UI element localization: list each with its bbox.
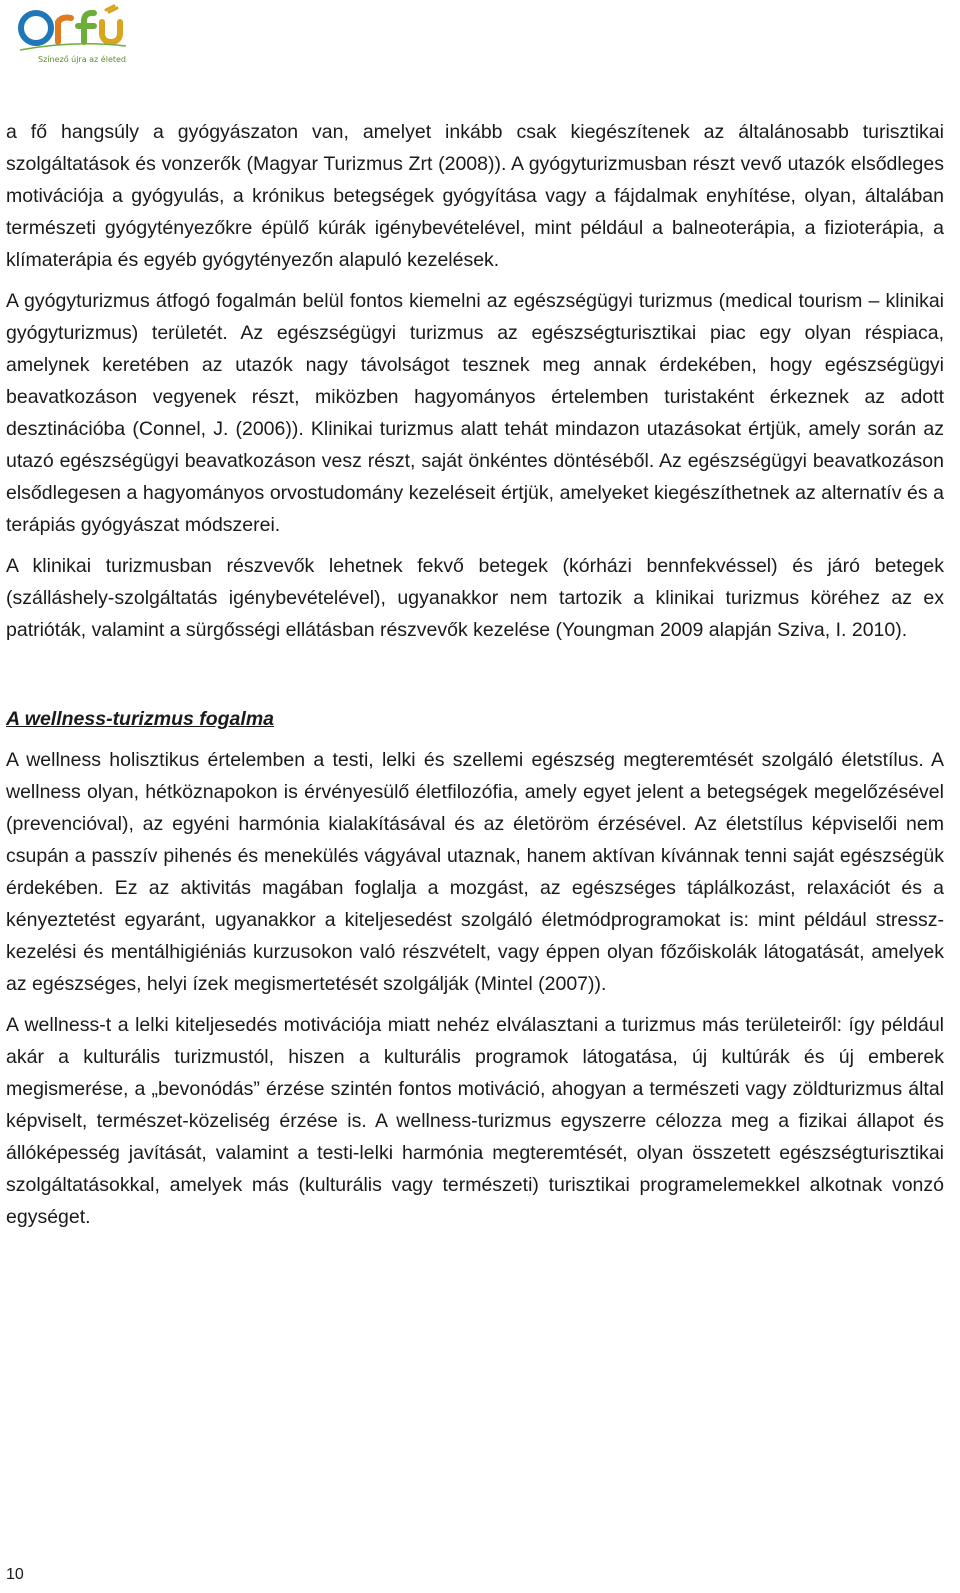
paragraph-5: A wellness-t a lelki kiteljesedés motivációja miatt nehéz elválasztani a turizmus más területeiről: így például akár a kulturális turizmustól, hiszen a kulturális programok látogatása, új kultúrák és új emberek megismerése, a „bevonódás” érzése szintén fontos motiváció, ahogyan a természeti vagy zöldturizmus által képviselt, természet-közeliség érzése is. A wellness-turizmus egyszerre célozza meg a fizikai állapot és állóképesség javítását, valamint a testi-lelki harmónia megteremtését, olyan összetett egészségturisztikai szolgáltatásokkal, amelyek más (kulturális vagy természeti) turisztikai programelemekkel alkotnak vonzó egységet. — [6, 1014, 944, 1228]
paragraph-1: a fő hangsúly a gyógyászaton van, amelyet inkább csak kiegészítenek az általánosabb turisztikai szolgáltatások és vonzerők (Magyar Turizmus Zrt (2008)). A gyógyturizmusban részt vevő utazók elsődleges motivációja a gyógyulás, a krónikus betegségek gyógyítása vagy a fájdalmak enyhítése, olyan, általában természeti gyógytényezőkre épülő kúrák igénybevételével, mint például a balneoterápia, a fizioterápia, a klímaterápia és egyéb gyógytényezőn alapuló kezelések. — [6, 121, 944, 271]
page-number: 10 — [6, 1566, 24, 1583]
paragraph-4: A wellness holisztikus értelemben a testi, lelki és szellemi egészség megteremtését szolgáló életstílus. A wellness olyan, hétköznapokon is érvényesülő életfilozófia, amely egyet jelent a betegségek megelőzésével (prevencióval), az egyéni harmónia kialakításával és az életöröm érzésével. Az életstílus képviselői nem csupán a passzív pihenés és menekülés vágyával utaznak, hanem aktívan kívánnak tenni saját egészségük érdekében. Ez az aktivitás magában foglalja a mozgást, az egészséges táplálkozást, relaxációt és a kényeztetést egyaránt, ugyanakkor a kiteljesedést szolgáló életmódprogramokat is: mint például stressz-kezelési és mentálhigiéniás kurzusokon való részvételt, vagy éppen olyan főzőiskolák látogatását, amelyek az egészséges, helyi ízek megismertetését szolgálják (Mintel (2007)). — [6, 749, 944, 995]
orfu-logo-graphic — [14, 4, 134, 66]
document-body — [6, 116, 944, 1242]
paragraph-2: A gyógyturizmus átfogó fogalmán belül fontos kiemelni az egészségügyi turizmus (medical tourism – klinikai gyógyturizmus) területét. Az egészségügyi turizmus az egészségturisztikai piac egy olyan réspiaca, amelynek keretében az utazók nagy távolságot tesznek meg annak érdekében, hogy egészségügyi beavatkozáson vegyenek részt, miközben hagyományos értelemben turistaként érkeznek az adott desztinációba (Connel, J. (2006)). Klinikai turizmus alatt tehát mindazon utazásokat értjük, amely során az utazó egészségügyi beavatkozáson vesz részt, saját önkéntes döntéséből. Az egészségügyi beavatkozáson elsődlegesen a hagyományos orvostudomány kezeléseit értjük, amelyeket kiegészíthetnek az alternatív és a terápiás gyógyászat módszerei. — [6, 290, 944, 536]
orfu-logo — [14, 4, 134, 66]
paragraph-3: A klinikai turizmusban részvevők lehetnek fekvő betegek (kórházi bennfekvéssel) és járó betegek (szálláshely-szolgáltatás igénybevételével), ugyanakkor nem tartozik a klinikai turizmus köréhez az ex patrióták, valamint a sürgősségi ellátásban részvevők kezelése (Youngman 2009 alapján Sziva, I. 2010). — [6, 555, 944, 641]
section-heading: A wellness-turizmus fogalma — [6, 708, 275, 730]
svg-text:Színező újra az életed: Színező újra az életed — [38, 55, 127, 64]
